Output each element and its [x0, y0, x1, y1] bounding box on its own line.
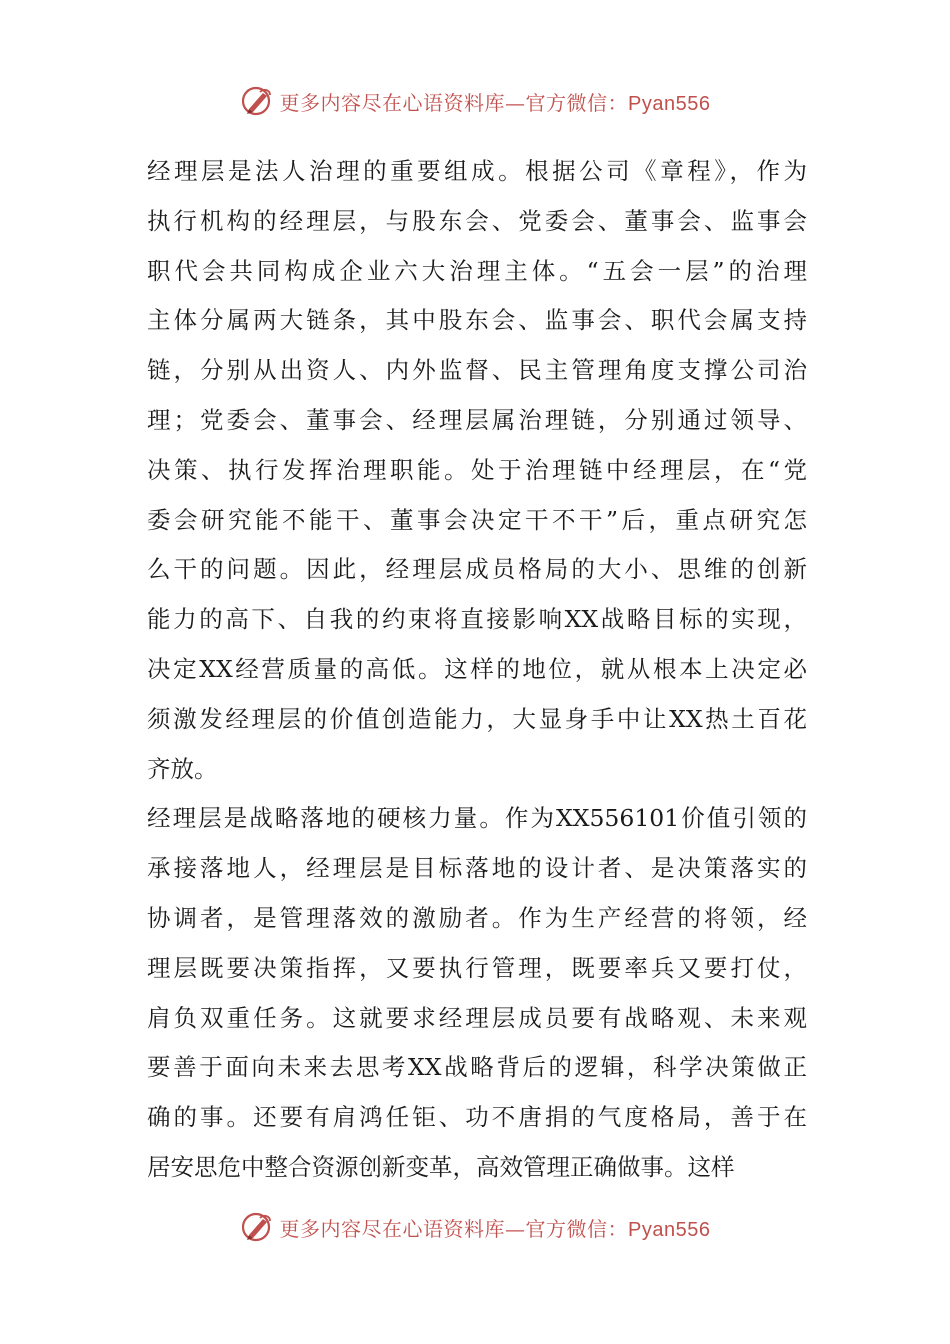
- text-line: 委会研究能不能干、董事会决定干不干”后，重点研究怎: [147, 505, 807, 534]
- text-line: 理层既要决策指挥，又要执行管理，既要率兵又要打仗，: [147, 953, 807, 982]
- text-line: 须激发经理层的价值创造能力，大显身手中让XX热土百花: [147, 704, 807, 733]
- text-line: 理；党委会、董事会、经理层属治理链，分别通过领导、: [147, 405, 807, 434]
- text-line: 承接落地人，经理层是目标落地的设计者、是决策落实的: [147, 854, 807, 883]
- text-line: 肩负双重任务。这就要求经理层成员要有战略观、未来观: [147, 1003, 807, 1032]
- text-line: 职代会共同构成企业六大治理主体。“五会一层”的治理: [147, 256, 807, 285]
- text-line: 经理层是战略落地的硬核力量。作为XX556101价值引领的: [147, 804, 807, 833]
- document-body: [147, 147, 807, 1193]
- watermark-text: 更多内容尽在心语资料库—官方微信：Pyan556: [279, 90, 711, 115]
- text-line: 主体分属两大链条，其中股东会、监事会、职代会属支持: [147, 306, 807, 335]
- text-line: 执行机构的经理层，与股东会、党委会、董事会、监事会: [147, 206, 807, 235]
- watermark-text: 更多内容尽在心语资料库—官方微信：Pyan556: [279, 1216, 711, 1241]
- text-line: 协调者，是管理落效的激励者。作为生产经营的将领，经: [147, 903, 807, 932]
- text-line: 齐放。: [147, 754, 218, 783]
- text-line: 经理层是法人治理的重要组成。根据公司《章程》，作为: [147, 157, 807, 185]
- paragraph-2: [147, 794, 807, 1192]
- footer-watermark: [0, 1210, 950, 1244]
- text-line: 确的事。还要有肩鸿任钜、功不唐捐的气度格局，善于在: [147, 1103, 807, 1132]
- text-line: 么干的问题。因此，经理层成员格局的大小、思维的创新: [147, 555, 807, 584]
- text-line: 链，分别从出资人、内外监督、民主管理角度支撑公司治: [147, 356, 807, 385]
- text-line: 要善于面向未来去思考XX战略背后的逻辑，科学决策做正: [147, 1053, 807, 1082]
- paragraph-1: [147, 147, 807, 794]
- text-line: 能力的高下、自我的约束将直接影响XX战略目标的实现，: [147, 605, 807, 634]
- text-line: 决策、执行发挥治理职能。处于治理链中经理层，在“党: [147, 455, 807, 484]
- header-watermark: [0, 84, 950, 118]
- text-line: 决定XX经营质量的高低。这样的地位，就从根本上决定必: [147, 654, 807, 683]
- pen-seal-icon: [240, 84, 274, 118]
- text-line: 居安思危中整合资源创新变革，高效管理正确做事。这样: [147, 1152, 735, 1181]
- pen-seal-icon: [240, 1210, 274, 1244]
